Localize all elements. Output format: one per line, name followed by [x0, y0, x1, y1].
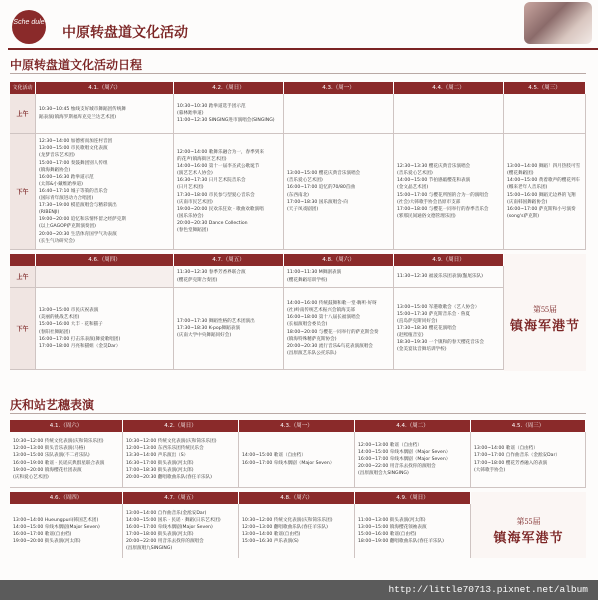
event-line: 14:00~15:00 牵线木偶剧(Major Seven) [13, 524, 100, 530]
event-line: 13:00~15:00 镇海樱花领袖表演 [358, 524, 427, 530]
schedule-cell [174, 94, 284, 133]
event-line: (龙梦音乐艺术团) [39, 153, 75, 159]
event-line: (镇海舞蹈协会) [39, 167, 71, 173]
day-header: 4.9.（周日） [394, 254, 504, 266]
event-line: 13:00~14:00 舞蹈！四月热肢可雪 [507, 164, 581, 170]
event-line: 10:30~12:00 传统文化表演(庆和简乐乐团) [242, 517, 333, 523]
event-line: 14:00~16:00 第十一届李圣武公歌诞节 [177, 164, 260, 170]
event-line: 14:00~15:00 黄着歌声的樱花列车 [507, 178, 581, 184]
day-header-row [10, 420, 586, 432]
event-line: (天子凤戏剧团) [287, 206, 319, 212]
event-line: 20:00~20:30 生活体育国学气功表演 [39, 231, 117, 237]
event-line: 12:30~14:00 加德密而加连村音团 [39, 139, 113, 145]
event-line: (庆南韩国舞蹈协会) [507, 199, 548, 205]
event-line: 17:00~17:30 舞蹈性格的艺术团演出 [177, 318, 255, 324]
event-line: (社)岭南传统艺术振兴会镇海支部 [287, 308, 355, 314]
event-line: 16:30~17:30 日月艺术院音乐会 [177, 178, 246, 184]
event-line: 16:00~16:30 跆拳道示范 [39, 174, 94, 180]
event-line: (太郎&小戴维跆拳道) [39, 181, 83, 187]
afternoon-label: 下午 [10, 134, 36, 249]
morning-row [10, 266, 504, 288]
morning-label: 上午 [10, 94, 36, 133]
event-line: (大韩歌手协会) [474, 467, 506, 473]
event-line: 19:00~20:00 追忆和乐情怀留之经萨克斯 [39, 217, 126, 223]
corner-blank [10, 254, 36, 266]
event-line: 19:00~20:00 镇海樱花社团表演 [13, 467, 82, 473]
event-line: (以上GAGOP萨克斯演奏团) [39, 224, 96, 230]
event-line: 16:00~17:00 歌谣(自由档) [13, 532, 72, 537]
event-line: 10:30~10:45 烛线支好城市舞蹈团传统舞 [39, 107, 126, 113]
day-header: 4.7.（周五） [123, 492, 239, 504]
event-line: 16:00~17:00 打击乐表演(舞爱歌唱团) [39, 336, 121, 342]
page-header [0, 0, 598, 48]
event-line: 12:00~13:00 东西乐乐团传统民乐会 [126, 446, 204, 452]
festival-name: 镇海军港节 [493, 530, 564, 545]
day-header: 4.7.（周五） [174, 254, 284, 266]
watermark-url: http://little70713.pixnet.net/album [388, 584, 588, 595]
event-line: 15:00~16:30 声乐表演(S) [242, 539, 299, 545]
day-header-row [10, 254, 586, 266]
event-line: (国际青年演进动力合唱团) [39, 196, 94, 202]
event-line: 15:00~17:00 与樱花所图的合为一的演唱会 [397, 192, 489, 198]
schedule-cell [36, 94, 174, 133]
day-header-row [10, 82, 586, 94]
schedule-cell [394, 288, 504, 369]
festival-logo [504, 266, 586, 371]
performance-cell [10, 432, 123, 487]
schedule-cell [36, 288, 174, 369]
event-line: 17:30~18:30 K-pop舞蹈表演 [177, 325, 240, 331]
event-line: 19:00~20:00 民欢乐狂欢 · 歌曲欢歌演唱 [177, 206, 264, 212]
section-divider [10, 73, 586, 74]
event-line: (音乐爱心艺术团) [397, 171, 433, 177]
event-line: 20:00~20:30 翻唱歌曲乐队(春任羊乐队) [126, 474, 212, 480]
event-line: 19:00~20:00 街头表演(河太郎) [13, 539, 81, 545]
event-line: (音乐爱心艺术团) [287, 178, 323, 184]
event-line: 15:00~16:00 舞蹈无边界的飞翔 [507, 192, 576, 198]
day-header-row [10, 492, 586, 504]
schedule-cell [284, 94, 394, 133]
day-header: 4.5.（周三） [471, 420, 586, 432]
event-line: 15:00~16:00 大丰 · 花和猫子 [39, 322, 103, 328]
festival-logo [471, 504, 586, 558]
event-line: 14:00~15:00 节拍感敲樱花和表演 [397, 178, 471, 184]
event-line: (社会)大韩歌手协会昌原市支部 [397, 199, 461, 205]
event-line: 16:40~17:10 城子等策的音乐会 [39, 188, 108, 194]
event-line: (樱花舞蹈团) [507, 171, 534, 177]
performance-cell [239, 504, 355, 558]
performance-cell [239, 432, 355, 487]
event-line: 14:00~15:00 国乐 · 民谣 · 舞蹈(日乐艺术团) [126, 517, 221, 523]
header-spacer [471, 492, 586, 504]
event-line: 17:00~18:00 樱花芳香融入的表演 [474, 460, 548, 466]
performance-cell [355, 504, 471, 558]
morning-label: 上午 [10, 266, 36, 287]
afternoon-row [10, 288, 504, 370]
day-header: 4.4.（周二） [394, 82, 504, 94]
page-title: 中原转盘道文化活动 [62, 26, 188, 41]
schedule-table [10, 82, 586, 371]
event-line: (song's萨克斯) [507, 213, 540, 219]
festival-edition: 第55届 [516, 517, 541, 526]
day-header: 4.6.（周四） [10, 492, 123, 504]
event-line: (樱花舞蹈培训学校) [287, 277, 328, 283]
event-line: (东西南北) [287, 192, 309, 198]
schedule-cell [394, 134, 504, 249]
event-line: (日月艺术团) [177, 185, 204, 191]
festival-name: 镇海军港节 [509, 317, 580, 333]
event-line: (直岛萨克斯同好会) [397, 318, 438, 324]
day-header: 4.1.（周六） [36, 82, 174, 94]
corner-label: 文化活动 [10, 82, 36, 94]
day-header: 4.8.（周六） [239, 492, 355, 504]
event-line: 15:00~17:30 萨克斯音乐会 · 鲁夏 [397, 311, 470, 317]
event-line: 12:00~13:00 翻唱歌曲乐队(春任羊乐队) [242, 524, 328, 530]
event-line: 蹈表演(镇海罗斯福库克克兰达艺术团) [39, 114, 117, 120]
day-header: 4.1.（周六） [10, 420, 123, 432]
event-line: (春阳社舞蹈团) [39, 329, 71, 335]
event-line: (金美宴钛音舞培训学校) [397, 347, 447, 353]
event-line: (樱花萨克斯合奏团) [177, 277, 218, 283]
event-line: 11:30~12:30 春季芳香界联合演 [177, 270, 246, 276]
day-header: 4.6.（周四） [36, 254, 174, 266]
event-line: 13:00~15:00 军港歌歌会（艺人协会） [397, 304, 480, 310]
performance-table [10, 420, 586, 558]
schedule-cell [504, 94, 586, 133]
event-line: 15:00~17:00 奏鼓舞团别人传组 [39, 160, 108, 166]
event-line: 17:00~18:00 月亮和猫姐（金昊Dar） [39, 343, 121, 349]
event-line: 13:00~15:00 乐队表演(不二君乐队) [13, 453, 90, 459]
event-line: 18:30~19:30 一个镇和的春天樱花音乐会 [397, 340, 484, 346]
day-header: 4.2.（周日） [123, 420, 239, 432]
event-line: 17:30~18:30 樱花花演唱会 [397, 325, 457, 331]
performance-cell [355, 432, 471, 487]
event-line: 17:30~19:00 模范演唱会与精彩演出 [39, 203, 117, 209]
event-line: 13:00~14:00 歌谣（自由档） [474, 446, 538, 452]
event-line: (金文晶艺术团) [397, 185, 429, 191]
header-spacer [504, 254, 586, 266]
event-line: (庆南市民艺术团) [177, 199, 213, 205]
performance-row [10, 432, 586, 488]
event-line: 20:00~20:30 流行音乐&鸟花表演演唱会 [287, 343, 373, 349]
event-line: (昌原演艺乐队公托乐队) [287, 350, 337, 356]
event-line: 16:00~19:00 歌谣 · 民谣庆典群星联合表演 [13, 460, 105, 466]
event-line: 12:30~13:30 樱花庆典音乐演唱会 [397, 164, 471, 170]
event-line: 20:00~22:00 用音乐去找你的演唱会 [358, 464, 436, 470]
section-title-schedule: 中原转盘道文化活动日程 [10, 58, 143, 72]
week2-rows [10, 266, 504, 371]
event-line: 13:00~15:00 市民歌唱文化表演 [39, 146, 108, 152]
event-line: 13:00~15:00 樱花庆典音乐演唱会 [287, 171, 361, 177]
event-line: (镇海特殊精萨克斯协会) [287, 336, 337, 342]
cherry-blossom-photo [524, 2, 592, 44]
schedule-cell [284, 134, 394, 249]
header-divider [8, 48, 598, 50]
afternoon-label: 下午 [10, 288, 36, 369]
schedule-cell [284, 288, 394, 369]
event-line: 17:00~18:30 国乐演唱会-向 [287, 199, 349, 205]
event-line: (庆和爱心艺术团) [13, 474, 49, 480]
day-header: 4.8.（周六） [284, 254, 394, 266]
event-line: 的花声(镇海街区艺术团) [177, 156, 227, 162]
event-line: 10:30~10:30 跆拳道选手团示范 [177, 103, 246, 109]
event-line: (娜来老年人音乐团) [507, 185, 548, 191]
event-line: 13:00~15:00 市民庆祝表演 [39, 308, 99, 314]
event-line: 12:00~14:00 歌舞乐融合为一，春季到来 [177, 149, 264, 155]
day-header: 4.3.（周一） [284, 82, 394, 94]
perf-week2-body [10, 504, 586, 558]
event-line: 15:00~16:00 歌谣(自由档) [358, 532, 417, 537]
event-line: (庆南大学中央舞蹈同好会) [177, 333, 232, 339]
event-line: 14:00~15:00 歌谣（自由档） [242, 453, 306, 459]
event-line: 11:00~11:30 M舞剧表演 [287, 270, 342, 276]
event-line: 16:00~17:00 牵线木偶剧(Major Seven) [126, 524, 213, 530]
schedule-cell [36, 266, 174, 287]
event-line: 16:00~17:00 追忆的70/80首曲 [287, 185, 355, 191]
event-line: 13:00~14:00 自作曲音乐(金淞安Dar) [126, 510, 207, 516]
section-title-performances: 庆和站艺穗表演 [10, 398, 95, 412]
event-line: 10:30~12:00 传统文化表演(庆和简乐乐团) [126, 439, 217, 445]
schedule-cell [394, 94, 504, 133]
event-line: 20:00~22:00 用音乐去找你的演唱会 [126, 539, 204, 545]
event-line: (昌原演唱会九SINGING) [358, 471, 409, 477]
day-header: 4.9.（周日） [355, 492, 471, 504]
event-line: 16:00~17:00 萨克斯和小号演奏 [507, 206, 576, 212]
event-line: (RIBENJI) [39, 210, 60, 216]
watermark-bar [0, 580, 598, 600]
event-line: 17:00~18:00 街头表演(河太郎) [126, 532, 194, 537]
event-line: 16:00~17:00 牵线木偶剧（Major Seven） [358, 456, 451, 462]
event-line: 17:30~18:00 市民参与型爱心音乐会 [177, 192, 255, 198]
event-line: (邪那民间通俗文德管理乐团) [397, 213, 456, 219]
week2-body [10, 266, 586, 371]
day-header: 4.3.（周一） [239, 420, 355, 432]
afternoon-row [10, 134, 586, 250]
schedule-cell [174, 288, 284, 369]
event-line: 18:00~19:00 翻唱歌曲乐队(春任羊乐队) [358, 539, 444, 545]
event-line: (昌原演唱九SINGING) [126, 546, 173, 552]
schedule-badge: Sche dule [12, 10, 46, 44]
event-line: (暮林跆拳道) [177, 110, 204, 116]
event-line: 16:00~18:00 第十八届长福演唱会 [287, 315, 361, 321]
event-line: (长生气功研究会) [39, 238, 75, 244]
day-header: 4.2.（周日） [174, 82, 284, 94]
schedule-cell [174, 134, 284, 249]
event-line: (演艺艺术人协会) [177, 171, 213, 177]
event-line: 16:00~17:00 牵线木偶剧（Major Seven） [242, 460, 335, 466]
performance-row [10, 504, 471, 558]
event-line: 18:00~20:00 与樱花一同举行的萨克斯会奏 [287, 329, 379, 335]
event-line: 11:30~12:30 福波乐乐团表演(鬣尾乐队) [397, 273, 483, 279]
event-line: 12:00~13:00 歌谣（自由档） [358, 442, 422, 448]
event-line: 20:00~20:30 Dance Collection [177, 220, 248, 226]
schedule-cell [36, 134, 174, 249]
section-divider [10, 413, 586, 414]
performance-cell [471, 432, 586, 487]
day-header: 4.4.（周二） [355, 420, 471, 432]
event-line: 17:00~18:30 街头表演(河太郎) [126, 467, 194, 473]
event-line: (国乐乐协会) [177, 213, 204, 219]
event-line: 14:00~15:00 牵线木偶剧（Major Seven） [358, 449, 451, 455]
schedule-cell [174, 266, 284, 287]
event-line: (长福演唱会委员会) [287, 322, 328, 328]
event-line: 11:00~12:30 SINGING进市演唱会(SINGING) [177, 118, 275, 124]
event-line: 11:00~13:00 街头表演(河太郎) [358, 517, 426, 523]
performance-cell [123, 504, 239, 558]
event-line: 17:00~18:00 与樱花一同举行的春季音乐会 [397, 206, 489, 212]
event-line: 12:00~13:00 街头音乐表演(马格) [13, 446, 86, 452]
morning-row [10, 94, 586, 134]
event-line: (美丽的挑战艺术团) [39, 315, 80, 321]
event-line: 13:00~14:00 Hueungpuri(韩国艺术团) [13, 517, 99, 523]
event-line: 17:00~17:00 自作曲音乐（金淞安Dar） [474, 453, 560, 459]
event-line: (赵熙植音室) [397, 333, 424, 339]
performance-cell [10, 504, 123, 558]
day-header: 4.5.（周三） [504, 82, 586, 94]
event-line: 13:30~14:00 声乐演出（S） [126, 453, 189, 459]
schedule-cell [284, 266, 394, 287]
event-line: (春色堂舞蹈团) [177, 228, 209, 234]
event-line: 10:30~12:00 传统文化表演(庆和简乐乐团) [13, 439, 104, 445]
festival-edition: 第55届 [533, 304, 557, 314]
performance-cell [123, 432, 239, 487]
schedule-cell [394, 266, 504, 287]
schedule-cell [504, 134, 586, 249]
event-line: 16:30~17:00 街头表演(河太郎) [126, 460, 194, 466]
event-line: 14:00~16:00 传统鼓舞和歌一堂·嗨听·好呀 [287, 301, 377, 307]
event-line: 13:00~14:00 歌谣(自由档) [242, 532, 301, 537]
